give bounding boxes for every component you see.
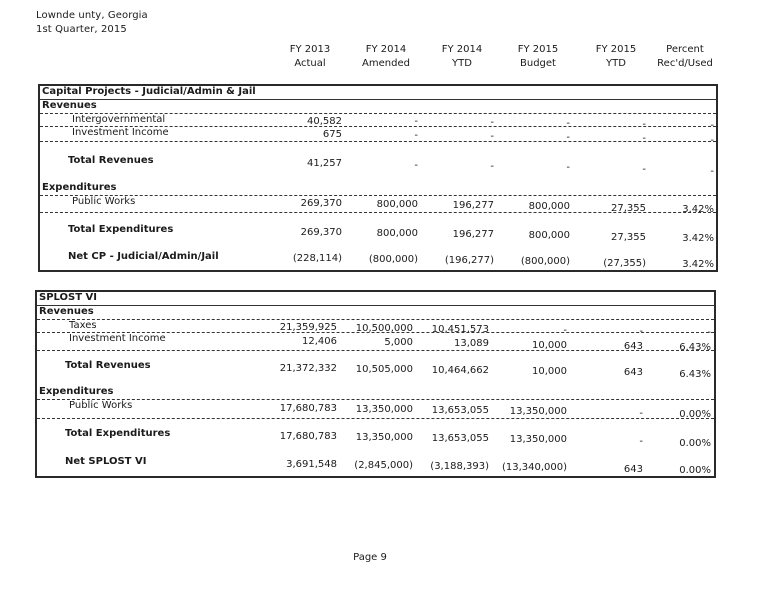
revenues-heading: Revenues: [42, 100, 97, 111]
title-rule: [40, 99, 716, 100]
report-entity: Lownde unty, Georgia: [36, 10, 148, 21]
cell-value: -: [710, 120, 714, 131]
cell-value: 196,277: [452, 229, 494, 240]
cell-value: 3,691,548: [286, 459, 337, 470]
row-label: Total Expenditures: [65, 428, 171, 439]
row-label: Net SPLOST VI: [65, 456, 147, 467]
cell-value: (2,845,000): [354, 460, 413, 471]
col-line2: Amended: [362, 58, 410, 69]
cell-value: 13,653,055: [431, 433, 489, 444]
col-fy2015-budget: [503, 43, 573, 71]
page-number: Page 9: [353, 552, 387, 563]
row-label: Net CP - Judicial/Admin/Jail: [68, 251, 219, 262]
cell-value: 17,680,783: [279, 431, 337, 442]
row-label: Public Works: [72, 196, 136, 207]
cell-value: 6.43%: [679, 342, 711, 353]
cell-value: 5,000: [384, 337, 413, 348]
cell-value: -: [566, 118, 570, 129]
cell-value: 27,355: [611, 232, 646, 243]
col-line1: FY 2013: [289, 44, 331, 55]
cell-value: 10,451,573: [431, 324, 489, 335]
col-line1: Percent: [666, 44, 704, 55]
cell-value: 17,680,783: [279, 403, 337, 414]
cell-value: 675: [322, 129, 342, 140]
row-label: Public Works: [69, 400, 133, 411]
cell-value: 12,406: [302, 336, 337, 347]
cell-value: -: [563, 325, 567, 336]
cell-value: -: [414, 160, 418, 171]
cell-value: 10,500,000: [355, 323, 413, 334]
cell-value: 13,350,000: [509, 434, 567, 445]
cell-value: 13,350,000: [355, 432, 413, 443]
cell-value: 269,370: [300, 227, 342, 238]
cell-value: 643: [623, 341, 643, 352]
cell-value: 800,000: [528, 201, 570, 212]
cell-value: (3,188,393): [430, 461, 489, 472]
revenues-heading: Revenues: [39, 306, 94, 317]
cell-value: 40,582: [307, 116, 342, 127]
cell-value: 643: [623, 367, 643, 378]
cell-value: 10,000: [532, 366, 567, 377]
cell-value: -: [566, 162, 570, 173]
cell-value: 13,089: [454, 338, 489, 349]
cell-value: 800,000: [528, 230, 570, 241]
section-splost-vi: [35, 290, 716, 478]
cell-value: (800,000): [520, 256, 570, 267]
cell-value: -: [639, 326, 643, 337]
col-line1: FY 2014: [441, 44, 483, 55]
cell-value: -: [642, 133, 646, 144]
row-rule: [40, 141, 716, 142]
row-label: Investment Income: [69, 333, 166, 344]
row-rule: [40, 195, 716, 196]
col-line1: FY 2015: [595, 44, 637, 55]
col-line2: Actual: [294, 58, 326, 69]
cell-value: -: [639, 408, 643, 419]
col-line1: FY 2015: [517, 44, 559, 55]
cell-value: -: [414, 116, 418, 127]
cell-value: -: [490, 131, 494, 142]
row-rule: [40, 212, 716, 213]
col-line2: YTD: [452, 58, 472, 69]
row-rule: [37, 350, 714, 351]
expenditures-heading: Expenditures: [42, 182, 117, 193]
expenditures-heading: Expenditures: [39, 386, 114, 397]
col-fy2014-ytd: [427, 43, 497, 71]
cell-value: 21,372,332: [279, 363, 337, 374]
cell-value: 0.00%: [679, 465, 711, 476]
cell-value: 21,359,925: [279, 322, 337, 333]
cell-value: -: [642, 164, 646, 175]
cell-value: (196,277): [444, 255, 494, 266]
cell-value: (800,000): [368, 254, 418, 265]
cell-value: (13,340,000): [501, 462, 567, 473]
cell-value: (228,114): [292, 253, 342, 264]
col-line2: YTD: [606, 58, 626, 69]
cell-value: -: [707, 327, 711, 338]
cell-value: -: [490, 117, 494, 128]
col-line1: FY 2014: [365, 44, 407, 55]
cell-value: 269,370: [300, 198, 342, 209]
col-fy2015-ytd: [581, 43, 651, 71]
cell-value: -: [710, 166, 714, 177]
cell-value: -: [710, 135, 714, 146]
col-line2: Budget: [520, 58, 556, 69]
col-fy2014-amended: [351, 43, 421, 71]
cell-value: 196,277: [452, 200, 494, 211]
cell-value: 13,350,000: [355, 404, 413, 415]
cell-value: 800,000: [376, 199, 418, 210]
cell-value: 10,000: [532, 340, 567, 351]
cell-value: 41,257: [307, 158, 342, 169]
cell-value: -: [490, 161, 494, 172]
cell-value: 800,000: [376, 228, 418, 239]
cell-value: 3.42%: [682, 233, 714, 244]
row-label: Taxes: [69, 320, 97, 331]
row-label: Total Revenues: [68, 155, 154, 166]
row-label: Investment Income: [72, 127, 169, 138]
row-label: Total Revenues: [65, 360, 151, 371]
section-title: Capital Projects - Judicial/Admin & Jail: [42, 86, 256, 97]
cell-value: 3.42%: [682, 204, 714, 215]
row-label: Intergovernmental: [72, 114, 166, 125]
cell-value: -: [642, 119, 646, 130]
col-fy2013-actual: [275, 43, 345, 71]
section-capital-projects: [38, 84, 718, 272]
row-rule: [37, 399, 714, 400]
cell-value: 3.42%: [682, 259, 714, 270]
cell-value: 0.00%: [679, 438, 711, 449]
report-period: 1st Quarter, 2015: [36, 24, 127, 35]
row-rule: [37, 319, 714, 320]
col-line2: Rec'd/Used: [657, 58, 713, 69]
col-percent-used: [650, 43, 720, 71]
cell-value: -: [414, 130, 418, 141]
title-rule: [37, 305, 714, 306]
row-label: Total Expenditures: [68, 224, 174, 235]
cell-value: 643: [623, 464, 643, 475]
row-rule: [37, 418, 714, 419]
cell-value: 6.43%: [679, 369, 711, 380]
section-title: SPLOST VI: [39, 292, 98, 303]
cell-value: 27,355: [611, 203, 646, 214]
cell-value: (27,355): [603, 258, 646, 269]
cell-value: 13,350,000: [509, 406, 567, 417]
cell-value: 10,464,662: [431, 365, 489, 376]
cell-value: -: [639, 436, 643, 447]
cell-value: -: [566, 132, 570, 143]
cell-value: 13,653,055: [431, 405, 489, 416]
cell-value: 10,505,000: [355, 364, 413, 375]
cell-value: 0.00%: [679, 409, 711, 420]
